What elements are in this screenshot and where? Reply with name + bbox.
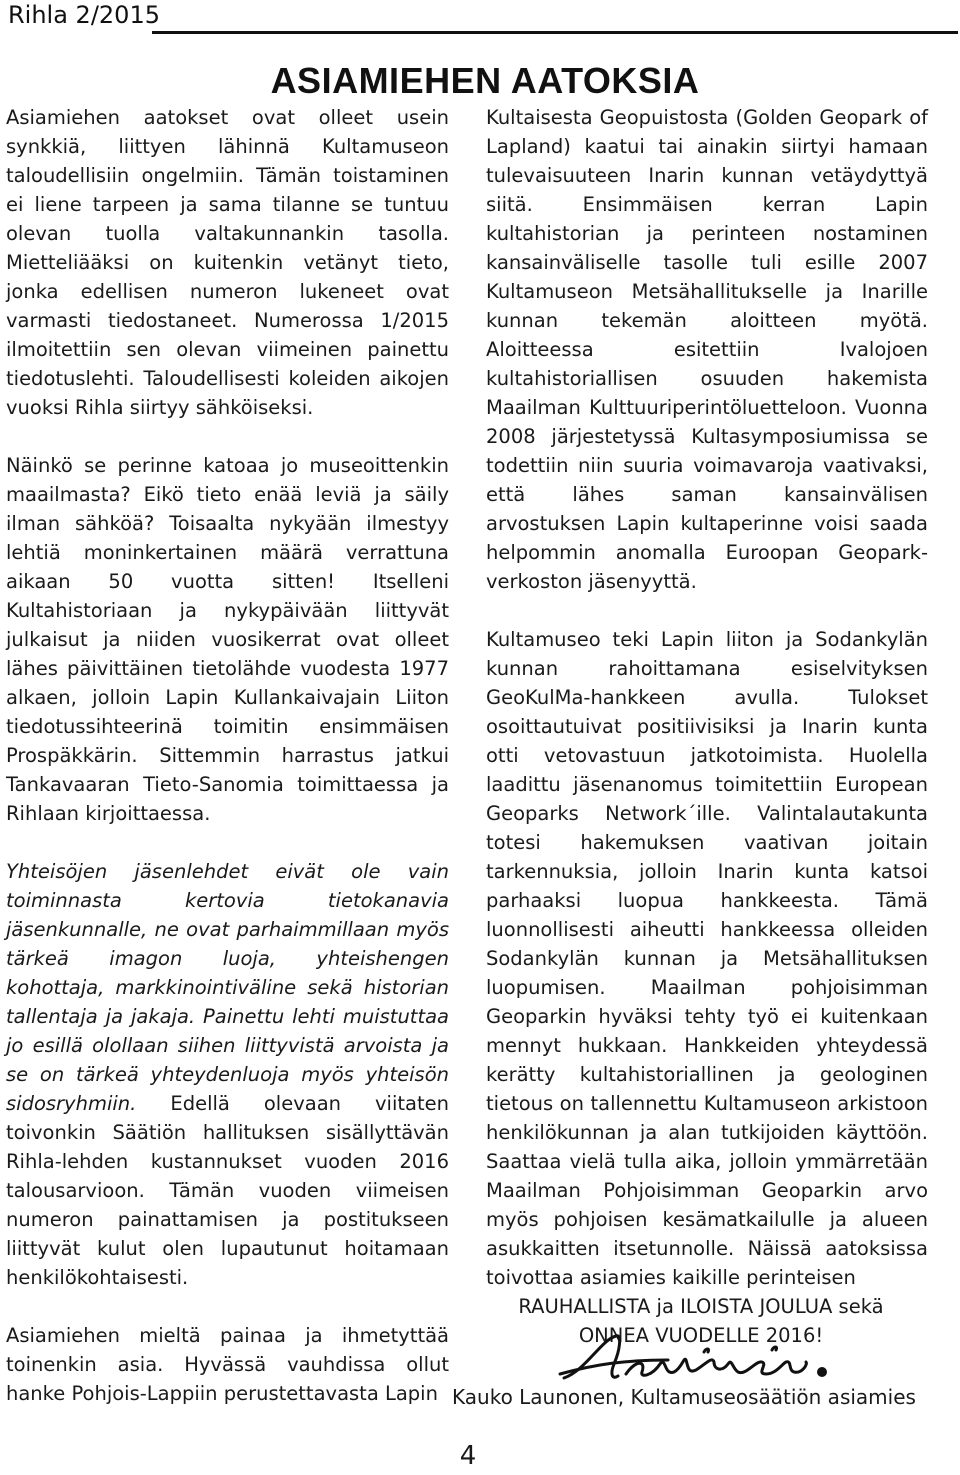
- right-paragraph-1: Kultaisesta Geopuistosta (Golden Geopark of Lapland) kaatui tai ainakin siirtyi hamaan tulevaisuuteen Inarin kunnan vetäydyttyä siitä. Ensimmäisen kerran Lapin kultahistorian ja perinteen nostaminen kansainväliselle tasolle tuli esille 2007 Kultamuseon Metsähallitukselle ja Inarille kunnan tekemän aloitteen myötä. Aloitteessa esitettiin Ivalojoen kultahistoriallisen osuuden hakemista Maailman Kulttuuriperintöluetteloon. Vuonna 2008 järjestetyssä Kultasymposiumissa se todettiin niin suuria voimavaroja vaativaksi, että lähes saman kansainvälisen arvostuksen Lapin kultaperinne voisi saada helpommin anomalla Euroopan Geopark-verkoston jäsenyyttä.: [486, 106, 928, 593]
- left-column: [6, 103, 449, 1408]
- handwritten-signature: [556, 1330, 836, 1386]
- right-column: [486, 103, 928, 1350]
- left-paragraph-1: Asiamiehen aatokset ovat olleet usein synkkiä, liittyen lähinnä Kultamuseon taloudellisiin ongelmiin. Tämän toistaminen ei liene tarpeen ja sama tilanne se tuntuu olevan tuolla valtakunnankin tasolla. Mietteliääksi on kuitenkin vetänyt tieto, jonka edellisen numeron lukeneet ovat varmasti tiedostaneet. Numerossa 1/2015 ilmoitettiin sen olevan viimeinen painettu tiedotuslehti. Taloudellisesti koleiden aikojen vuoksi Rihla siirtyy sähköiseksi.: [6, 106, 449, 419]
- page-number: 4: [459, 1441, 477, 1471]
- greeting-line-1: RAUHALLISTA ja ILOISTA JOULUA sekä: [518, 1295, 884, 1318]
- left-paragraph-3: [6, 857, 449, 1292]
- page-header: [0, 0, 960, 38]
- publication-title: Rihla 2/2015: [8, 1, 160, 29]
- article-title: ASIAMIEHEN AATOKSIA: [270, 60, 700, 101]
- left-paragraph-3-italic: Yhteisöjen jäsenlehdet eivät ole vain toiminnasta kertovia tietokanavia jäsenkunnalle, ne ovat parhaimmillaan myös tärkeä imagon luoja, yhteishengen kohottaja, markkinointiväline sekä historian tallentaja ja jakaja. Painettu lehti muistuttaa jo esillä olollaan siihen liittyvistä arvoista ja se on tärkeä yhteydenluoja myös yhteisön sidosryhmiin.: [6, 860, 449, 1115]
- left-paragraph-4: Asiamiehen mieltä painaa ja ihmetyttää toinenkin asia. Hyvässä vauhdissa ollut hanke Pohjois-Lappiin perustettavasta Lapin: [6, 1324, 449, 1405]
- signature-name: Kauko Launonen, Kultamuseosäätiön asiamies: [452, 1385, 916, 1409]
- greeting-line-2: ONNEA VUODELLE 2016!: [578, 1324, 824, 1347]
- header-rule: [152, 31, 958, 34]
- left-paragraph-2: Näinkö se perinne katoaa jo museoittenkin maailmasta? Eikö tieto enää leviä ja säily ilman sähköä? Toisaalta nykyään ilmestyy lehtiä moninkertainen määrä verrattuna aikaan 50 vuotta sitten! Itselleni Kultahistoriaan ja nykypäivään liittyvät julkaisut ja niiden vuosikerrat ovat olleet lähes päivittäinen tietolähde vuodesta 1977 alkaen, jolloin Lapin Kullankaivajain Liiton tiedotussihteerinä toimitin ensimmäisen Prospäkkärin. Sittemmin harrastus jatkui Tankavaaran Tieto-Sanomia toimittaessa ja Rihlaan kirjoittaessa.: [6, 454, 449, 825]
- left-paragraph-3-rest: Edellä olevaan viitaten toivonkin Säätiön hallituksen sisällyttävän Rihla-lehden kustannukset vuoden 2016 talousarvioon. Tämän vuoden viimeisen numeron painattamisen ja postitukseen liittyvät kulut olen lupautunut hoitamaan henkilökohtaisesti.: [6, 1092, 449, 1289]
- right-paragraph-2: Kultamuseo teki Lapin liiton ja Sodankylän kunnan rahoittamana esiselvityksen GeoKulMa-hankkeen avulla. Tulokset osoittautuivat positiivisiksi ja Inarin kunta otti vetovastuun jatkotoimista. Huolella laadittu jäsenanomus toimitettiin European Geoparks Network´ille. Valintalautakunta totesi hakemuksen vaativan joitain tarkennuksia, jolloin Inarin kunta katsoi parhaaksi luopua hankkeesta. Tämä luonnollisesti aiheutti hankkeessa olleiden Sodankylän kunnan ja Metsähallituksen luopumisen. Maailman pohjoisimman Geoparkin hyväksi tehty työ ei kuitenkaan mennyt hukkaan. Hankkeiden yhteydessä kerätty kultahistoriallinen ja geologinen tietous on tallennettu Kultamuseon arkistoon henkilökunnan ja alan tutkijoiden käyttöön. Saattaa vielä tulla aika, jolloin ymmärretään Maailman Pohjoisimman Geoparkin arvo myös pohjoisen kesämatkailulle ja alueen asukkaitten itsetunnolle. Näissä aatoksissa toivottaa asiamies kaikille perinteisen: [486, 628, 928, 1289]
